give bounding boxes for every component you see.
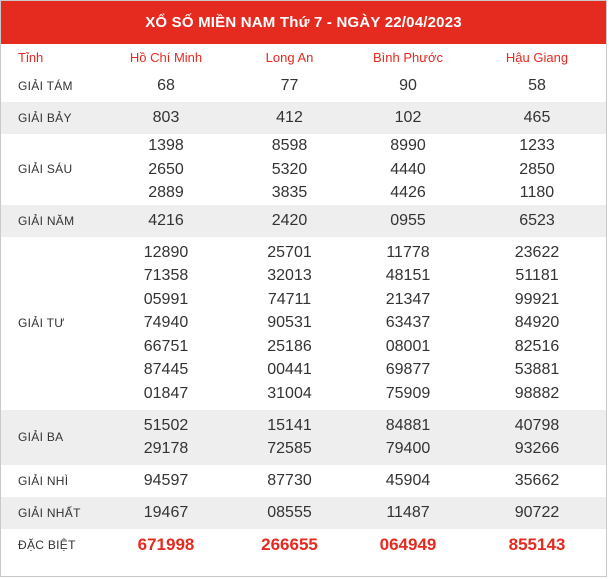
prize-label: GIẢI SÁU: [18, 162, 73, 177]
prize-number: 412: [276, 109, 303, 127]
prize-cell: [101, 102, 231, 134]
prize-label: GIẢI BA: [1, 410, 101, 465]
prize-number: 93266: [514, 440, 560, 457]
prize-label: GIẢI TƯ: [18, 316, 65, 330]
prize-row: [1, 237, 606, 410]
prize-cell: [231, 497, 348, 529]
prize-number: 08001: [385, 337, 431, 355]
prize-number: 102: [394, 109, 422, 127]
prize-number: 69877: [385, 361, 431, 379]
prize-number: 90722: [514, 503, 560, 521]
prize-number: 855143: [508, 535, 566, 555]
prize-row: [1, 205, 606, 237]
prize-cell: [231, 102, 348, 134]
prize-number: 51502: [143, 416, 189, 434]
prize-cell: [101, 237, 231, 410]
prize-number: 6523: [519, 211, 555, 229]
prize-cell: [101, 70, 231, 102]
prize-number: 4440: [390, 160, 426, 178]
prize-row: [1, 134, 606, 205]
prize-number: 15141: [267, 416, 312, 434]
prize-number: 82516: [514, 337, 560, 355]
prize-number: 84920: [514, 314, 560, 332]
prize-cell: [231, 410, 348, 465]
prize-number: 74940: [143, 314, 189, 332]
prize-cell: [348, 205, 468, 237]
prize-number: 4426: [390, 184, 426, 201]
prize-cell: [231, 70, 348, 102]
prize-cell: [101, 134, 231, 205]
prize-number: 12890: [143, 243, 189, 261]
prize-number: 29178: [143, 440, 189, 457]
results-table: [1, 44, 606, 562]
prize-cell: [348, 529, 468, 562]
prize-number: 4216: [148, 211, 184, 229]
prize-row: [1, 497, 606, 529]
prize-number: 68: [157, 77, 175, 95]
prize-number: 90531: [267, 314, 312, 332]
prize-number: 803: [152, 109, 180, 127]
prize-number: 671998: [137, 535, 195, 555]
prize-cell: [101, 497, 231, 529]
prize-number: 01847: [143, 384, 189, 402]
prize-number: 99921: [514, 290, 560, 308]
prize-label: GIẢI NĂM: [1, 205, 101, 237]
prize-number: 66751: [143, 337, 189, 355]
prize-cell: [348, 497, 468, 529]
province-header[interactable]: Hồ Chí Minh: [101, 44, 231, 70]
prize-label: ĐẶC BIỆT: [18, 538, 76, 552]
prize-number: 48151: [385, 267, 431, 285]
prize-number: 53881: [514, 361, 560, 379]
prize-number: 58: [528, 77, 546, 95]
prize-number: 19467: [143, 503, 189, 521]
prize-cell: [348, 70, 468, 102]
prize-number: 74711: [267, 290, 312, 308]
province-header[interactable]: Bình Phước: [348, 44, 468, 70]
prize-cell: [101, 410, 231, 465]
prize-label: GIẢI NHÌ: [18, 473, 69, 488]
prize-number: 5320: [271, 160, 308, 178]
prize-number: 25186: [267, 337, 312, 355]
prize-cell: [468, 410, 606, 465]
prize-cell: [348, 410, 468, 465]
prize-number: 87730: [267, 471, 312, 489]
province-header[interactable]: Long An: [231, 44, 348, 70]
prize-number: 266655: [261, 535, 318, 555]
prize-number: 31004: [267, 384, 312, 402]
prize-number: 1180: [519, 184, 555, 201]
province-column-label: Tỉnh: [1, 44, 101, 70]
prize-number: 84881: [385, 416, 431, 434]
prize-cell: [468, 465, 606, 497]
prize-number: 77: [280, 77, 299, 95]
prize-number: 0955: [390, 211, 426, 229]
prize-label: GIẢI TÁM: [18, 79, 73, 93]
prize-row: [1, 70, 606, 102]
prize-cell: [348, 237, 468, 410]
prize-number: 63437: [385, 314, 431, 332]
prize-number: 064949: [379, 535, 437, 555]
prize-cell: [231, 465, 348, 497]
prize-cell: [348, 465, 468, 497]
prize-cell: [231, 205, 348, 237]
prize-row: [1, 102, 606, 134]
prize-cell: [348, 134, 468, 205]
province-header[interactable]: Hậu Giang: [468, 44, 606, 70]
prize-number: 11487: [386, 503, 430, 521]
prize-number: 79400: [385, 440, 431, 457]
prize-cell: [101, 465, 231, 497]
prize-number: 94597: [143, 471, 189, 489]
prize-number: 45904: [385, 471, 431, 489]
prize-cell: [231, 237, 348, 410]
prize-row: [1, 465, 606, 497]
prize-number: 40798: [514, 416, 560, 434]
prize-number: 90: [399, 77, 417, 95]
prize-row: [1, 529, 606, 562]
prize-number: 465: [523, 109, 551, 127]
prize-cell: [101, 205, 231, 237]
prize-rows: [1, 70, 606, 562]
prize-number: 8990: [390, 137, 426, 154]
prize-row: [1, 410, 606, 465]
prize-number: 1398: [148, 137, 184, 154]
prize-number: 71358: [143, 267, 189, 285]
prize-cell: [468, 102, 606, 134]
prize-number: 2889: [148, 184, 184, 201]
prize-number: 11778: [386, 243, 430, 261]
prize-number: 25701: [267, 243, 312, 261]
prize-cell: [468, 134, 606, 205]
prize-number: 32013: [267, 267, 312, 285]
prize-cell: [101, 529, 231, 562]
prize-number: 8598: [271, 137, 308, 154]
prize-number: 51181: [515, 267, 559, 285]
prize-number: 2650: [148, 160, 184, 178]
prize-number: 00441: [267, 361, 312, 379]
prize-number: 23622: [514, 243, 560, 261]
prize-cell: [231, 134, 348, 205]
prize-number: 08555: [267, 503, 312, 521]
prize-cell: [468, 237, 606, 410]
results-title: XỔ SỐ MIỀN NAM Thứ 7 - NGÀY 22/04/2023: [1, 1, 606, 44]
prize-label: GIẢI BẢY: [1, 102, 101, 134]
prize-number: 75909: [385, 384, 431, 402]
prize-number: 87445: [143, 361, 189, 379]
prize-cell: [468, 529, 606, 562]
prize-cell: [468, 70, 606, 102]
prize-number: 35662: [514, 471, 560, 489]
prize-number: 1233: [519, 137, 555, 154]
prize-number: 72585: [267, 440, 312, 457]
province-header-row: [1, 44, 606, 70]
prize-cell: [468, 205, 606, 237]
prize-number: 05991: [143, 290, 189, 308]
prize-cell: [468, 497, 606, 529]
prize-number: 98882: [514, 384, 560, 402]
prize-number: 3835: [271, 184, 308, 201]
prize-label: GIẢI NHẤT: [1, 497, 101, 529]
prize-number: 2850: [519, 160, 555, 178]
prize-number: 2420: [271, 211, 308, 229]
prize-cell: [348, 102, 468, 134]
prize-cell: [231, 529, 348, 562]
prize-number: 21347: [385, 290, 431, 308]
